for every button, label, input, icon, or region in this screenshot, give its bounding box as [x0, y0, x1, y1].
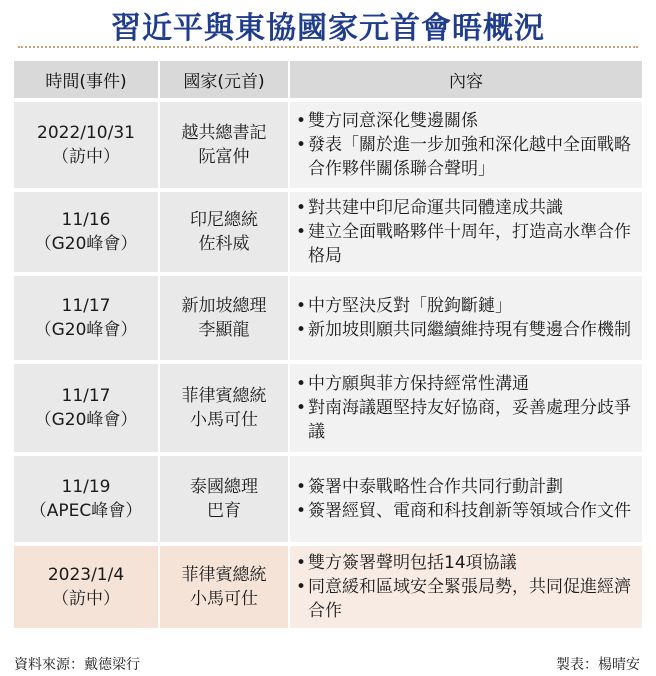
- content-item-text: 中方願與菲方保持經常性溝通: [308, 374, 529, 394]
- content-cell: [290, 192, 642, 272]
- time-date: 11/17: [61, 386, 111, 406]
- time-date: 11/17: [61, 296, 111, 316]
- country-cell: [160, 456, 290, 542]
- time-event: （G20峰會）: [34, 410, 138, 430]
- country-title: 泰國總理: [190, 477, 258, 497]
- content-item-text: 簽署中泰戰略性合作共同行動計劃: [308, 477, 563, 497]
- leader-name: 小馬可仕: [190, 589, 258, 609]
- title-area: [0, 0, 656, 50]
- country-title: 印尼總統: [190, 210, 258, 230]
- bullet-icon: •: [296, 398, 307, 418]
- bullet-icon: •: [296, 135, 307, 155]
- country-title: 菲律賓總統: [181, 565, 267, 585]
- content-item-text: 對共建中印尼命運共同體達成共識: [308, 198, 563, 218]
- content-cell: [290, 102, 642, 188]
- content-item-text: 新加坡則願共同繼續維持現有雙邊合作機制: [308, 320, 631, 340]
- bullet-icon: •: [296, 553, 307, 573]
- content-item: [296, 133, 636, 181]
- content-item: [296, 294, 636, 318]
- country-title: 新加坡總理: [181, 296, 267, 316]
- content-item: [296, 575, 636, 623]
- time-cell: [14, 456, 160, 542]
- header-content: 內容: [290, 61, 642, 98]
- content-item: [296, 372, 636, 396]
- title-divider: [18, 46, 638, 48]
- time-cell: [14, 546, 160, 628]
- bullet-icon: •: [296, 296, 307, 316]
- content-item: [296, 551, 636, 575]
- country-cell: [160, 364, 290, 452]
- country-cell: [160, 192, 290, 272]
- maker-credit: 製表：楊晴安: [556, 657, 640, 673]
- time-date: 2023/1/4: [47, 565, 125, 585]
- content-item-text: 簽署經貿、電商和科技創新等領域合作文件: [308, 501, 631, 521]
- time-cell: [14, 192, 160, 272]
- time-event: （訪中）: [52, 589, 120, 609]
- content-item-text: 中方堅決反對「脫鉤斷鏈」: [308, 296, 512, 316]
- bullet-icon: •: [296, 477, 307, 497]
- content-item-text: 發表「關於進一步加強和深化越中全面戰略合作夥伴關係聯合聲明」: [308, 135, 631, 179]
- time-event: （APEC峰會）: [29, 501, 143, 521]
- bullet-icon: •: [296, 374, 307, 394]
- country-title: 越共總書記: [181, 123, 267, 143]
- content-item-text: 建立全面戰略夥伴十周年，打造高水準合作格局: [308, 222, 631, 266]
- page-title: 習近平與東協國家元首會晤概況: [111, 11, 545, 46]
- content-item: [296, 396, 636, 444]
- country-cell: [160, 102, 290, 188]
- content-item: [296, 318, 636, 342]
- country-cell: [160, 276, 290, 360]
- header-row: [14, 61, 642, 98]
- content-item-text: 雙方同意深化雙邊關係: [308, 111, 478, 131]
- content-item-text: 對南海議題堅持友好協商，妥善處理分歧爭議: [308, 398, 631, 442]
- time-date: 11/16: [61, 210, 111, 230]
- content-item-text: 雙方簽署聲明包括14項協議: [308, 553, 517, 573]
- bullet-icon: •: [296, 111, 307, 131]
- country-cell: [160, 546, 290, 628]
- leader-name: 阮富仲: [198, 147, 250, 167]
- content-item-text: 同意緩和區域安全緊張局勢，共同促進經濟合作: [308, 577, 631, 621]
- bullet-icon: •: [296, 222, 307, 242]
- table-row: [14, 456, 642, 542]
- time-date: 11/19: [61, 477, 111, 497]
- header-country: 國家(元首): [160, 61, 290, 98]
- bullet-icon: •: [296, 577, 307, 597]
- content-item: [296, 475, 636, 499]
- table-row: [14, 192, 642, 272]
- content-item: [296, 196, 636, 220]
- time-event: （G20峰會）: [34, 320, 138, 340]
- bullet-icon: •: [296, 501, 307, 521]
- time-date: 2022/10/31: [37, 123, 135, 143]
- leader-name: 巴育: [207, 501, 241, 521]
- header-time: 時間(事件): [14, 61, 160, 98]
- content-cell: [290, 276, 642, 360]
- summary-table: [14, 57, 642, 632]
- table-row: [14, 276, 642, 360]
- table-row-highlighted: [14, 546, 642, 628]
- time-event: （G20峰會）: [34, 234, 138, 254]
- leader-name: 小馬可仕: [190, 410, 258, 430]
- leader-name: 佐科威: [198, 234, 250, 254]
- table-row: [14, 102, 642, 188]
- time-cell: [14, 364, 160, 452]
- content-cell: [290, 456, 642, 542]
- content-item: [296, 499, 636, 523]
- time-cell: [14, 276, 160, 360]
- table-row: [14, 364, 642, 452]
- source-credit: 資料來源：戴德梁行: [14, 657, 140, 673]
- bullet-icon: •: [296, 320, 307, 340]
- content-cell: [290, 364, 642, 452]
- content-item: [296, 109, 636, 133]
- leader-name: 李顯龍: [198, 320, 250, 340]
- content-cell: [290, 546, 642, 628]
- content-item: [296, 220, 636, 268]
- country-title: 菲律賓總統: [181, 386, 267, 406]
- bullet-icon: •: [296, 198, 307, 218]
- time-event: （訪中）: [52, 147, 120, 167]
- time-cell: [14, 102, 160, 188]
